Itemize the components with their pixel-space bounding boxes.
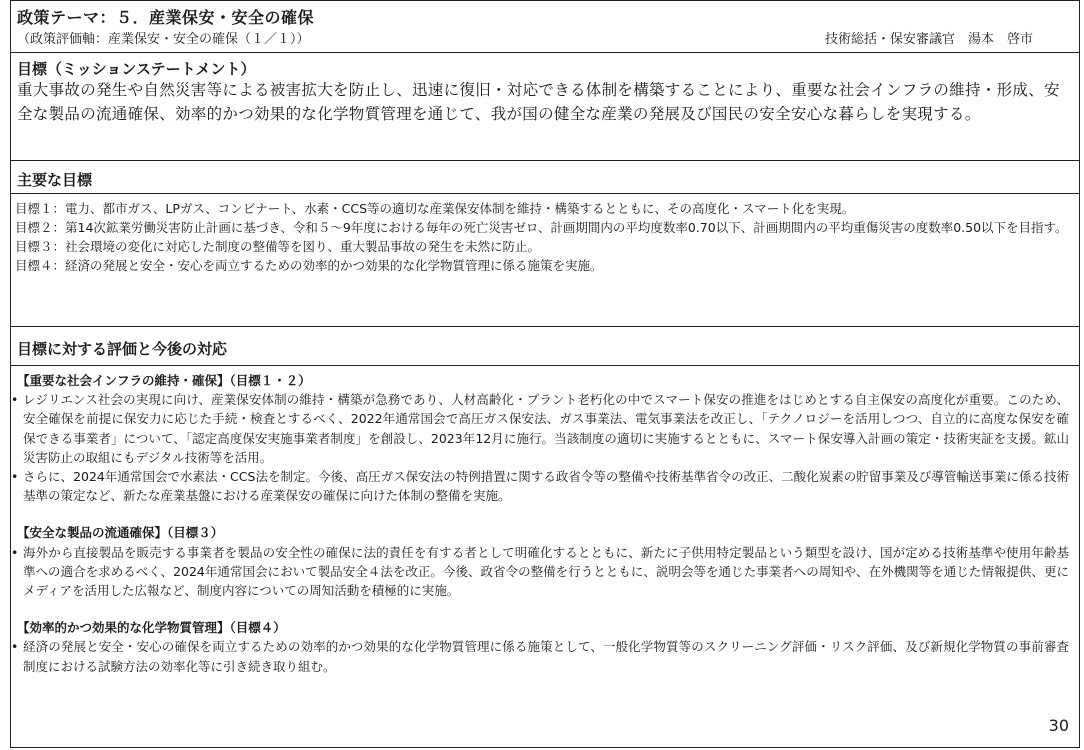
page-number: 30 bbox=[1048, 716, 1069, 735]
goal-label: 目標２： bbox=[15, 220, 66, 235]
evaluation-heading: 目標に対する評価と今後の対応 bbox=[17, 340, 228, 358]
divider bbox=[11, 326, 1079, 327]
page-subtitle: （政策評価軸：産業保安・安全の確保（１／１）） bbox=[17, 32, 310, 47]
goal-item bbox=[15, 256, 1071, 275]
mission-heading: 目標（ミッションステートメント） bbox=[17, 60, 256, 78]
bullet-text: 経済の発展と安全・安心の確保を両立するための効率的かつ効果的な化学物質管理に係る施策として、一般化学物質等のスクリーニング評価・リスク評価、及び新規化学物質の事前審査制度における試験方法の効率化等に引き続き取り組む。 bbox=[23, 639, 1069, 674]
goal-text: 経済の発展と安全・安心を両立するための効率的かつ効果的な化学物質管理に係る施策を実施。 bbox=[65, 258, 603, 273]
goal-text: 第14次鉱業労働災害防止計画に基づき、令和５～9年度における毎年の死亡災害ゼロ、計画期間内の平均度数率0.70以下、計画期間内の平均重傷災害の度数率0.50以下を目指す。 bbox=[65, 220, 1068, 235]
bullet-text: レジリエンス社会の実現に向け、産業保安体制の維持・構築が急務であり、人材高齢化・プラント老朽化の中でスマート保安の推進をはじめとする自主保安の高度化が重要。このため、安全確保を前提に保安力に応じた手続・検査とするべく、2022年通常国会で高圧ガス保安法、ガス事業法、電気事業法を改正し、「テクノロジーを活用しつつ、自立的に高度な保安を確保できる事業者」について、「認定高度保安実施事業者制度」を創設し、2023年12月に施行。当該制度の適切に実施するとともに、スマート保安導入計画の策定・技術実証を支援。鉱山災害防止の取組にもデジタル技術等を活用。 bbox=[23, 392, 1069, 465]
bullet-text: 海外から直接製品を販売する事業者を製品の安全性の確保に法的責任を有する者として明確化するとともに、新たに子供用特定製品という類型を設け、国が定める技術基準や使用年齢基準への適合を求めるべく、2024年通常国会において製品安全４法を改正。今後、政省令の整備を行うとともに、説明会等を通じた事業者への周知や、在外機関等を通じた情報提供、更にメディアを活用した広報など、制度内容についての周知活動を積極的に実施。 bbox=[23, 544, 1069, 599]
goal-text: 社会環境の変化に対応した制度の整備等を図り、重大製品事故の発生を未然に防止。 bbox=[65, 239, 541, 254]
divider bbox=[11, 52, 1079, 53]
goal-label: 目標１： bbox=[15, 201, 66, 216]
bullet-text: さらに、2024年通常国会で水素法・CCS法を制定。今後、高圧ガス保安法の特例措置に関する政省令等の整備や技術基準省令の改正、二酸化炭素の貯留事業及び導管輸送事業に係る技術基準の策定など、新たな産業基盤における産業保安の確保に向けた体制の整備を実施。 bbox=[23, 469, 1069, 504]
page-title: 政策テーマ：５．産業保安・安全の確保 bbox=[17, 8, 315, 27]
goals-heading: 主要な目標 bbox=[17, 171, 93, 189]
bullet-item bbox=[11, 543, 1069, 601]
mission-text: 重大事故の発生や自然災害等による被害拡大を防止し、迅速に復旧・対応できる体制を構築することにより、重要な社会インフラの維持・形成、安全な製品の流通確保、効率的かつ効果的な化学物質管理を通じて、我が国の健全な産業の発展及び国民の安全安心な暮らしを実現する。 bbox=[17, 81, 1060, 123]
goal-text: 電力、都市ガス、LPガス、コンビナート、水素・CCS等の適切な産業保安体制を維持・構築するとともに、その高度化・スマート化を実現。 bbox=[65, 201, 855, 216]
bullet-icon: • bbox=[11, 544, 19, 560]
goal-item bbox=[15, 199, 1071, 218]
divider bbox=[11, 365, 1079, 366]
goal-item bbox=[15, 218, 1071, 237]
divider bbox=[11, 193, 1079, 194]
block-title: 【重要な社会インフラの維持・確保】（目標１・２） bbox=[17, 373, 311, 388]
bullet-icon: • bbox=[11, 639, 19, 655]
evaluation-body bbox=[11, 371, 1069, 676]
goals-list bbox=[15, 199, 1071, 275]
bullet-icon: • bbox=[11, 392, 19, 408]
block-title: 【効率的かつ効果的な化学物質管理】（目標４） bbox=[17, 620, 286, 636]
goal-label: 目標４： bbox=[15, 258, 66, 273]
divider bbox=[11, 160, 1079, 161]
bullet-item bbox=[11, 467, 1069, 505]
author: 技術総括・保安審議官 湯本 啓市 bbox=[824, 32, 1033, 47]
bullet-item bbox=[11, 637, 1069, 675]
goal-item bbox=[15, 237, 1071, 256]
block-title: 【安全な製品の流通確保】（目標３） bbox=[17, 525, 224, 541]
goal-label: 目標３： bbox=[15, 239, 66, 254]
bullet-icon: • bbox=[11, 469, 19, 485]
page-frame bbox=[10, 0, 1080, 748]
bullet-item bbox=[11, 390, 1069, 467]
